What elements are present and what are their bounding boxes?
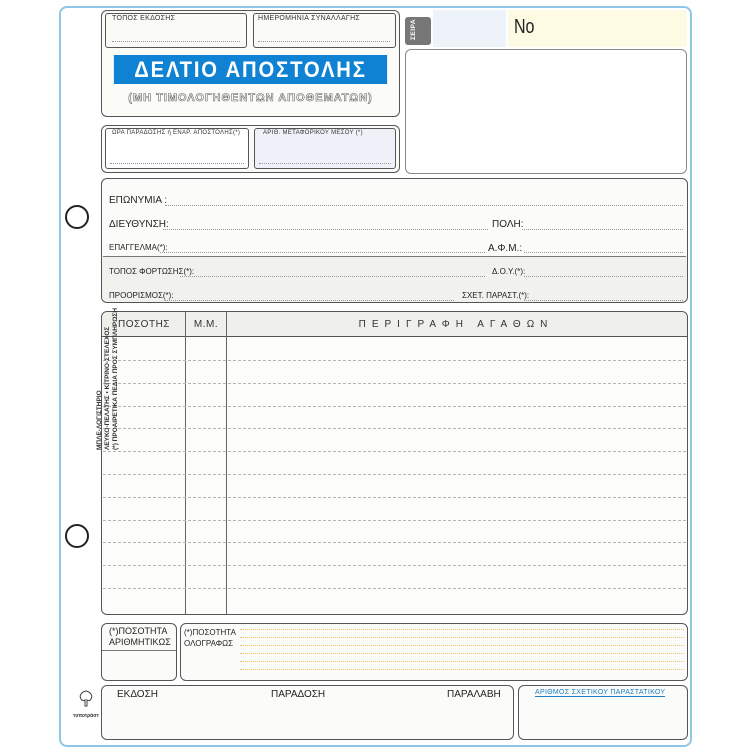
col-unit: Μ.Μ. [193,319,219,330]
destination-line[interactable] [164,300,454,301]
vehicle-number-line [259,163,391,164]
table-row[interactable] [103,474,686,475]
qty-words-line [240,637,684,638]
table-row[interactable] [103,542,686,543]
qty-numeric-divider [102,650,176,651]
tree-icon [78,690,94,708]
table-row[interactable] [103,383,686,384]
stamp-area [405,49,687,174]
col-divider-1 [185,312,186,614]
qty-words-line [240,629,684,630]
city-line[interactable] [522,229,683,230]
vat-number-label: Α.Φ.Μ.: [488,243,523,254]
profession-underline [103,256,686,257]
receipt-signature-label: ΠΑΡΑΛΑΒΗ [447,689,501,700]
loading-place-line[interactable] [180,276,485,277]
qty-words-line [240,653,684,654]
items-table [101,311,688,615]
qty-words-label-2: ΟΛΟΓΡΑΦΩΣ [184,639,234,648]
customer-lower-shade [102,257,687,302]
issue-signature-label: ΕΚΔΟΣΗ [117,689,158,700]
qty-numeric-label-2: ΑΡΙΘΜΗΤΙΚΩΣ [109,637,171,647]
table-row[interactable] [103,360,686,361]
side-note-line-2: ΛΕΥΚΟ-ΠΕΛΑΤΗΣ • ΚΙΤΡΙΝΟ-ΣΤΕΛΕΧΟΣ [104,326,111,450]
delivery-time-label: ΩΡΑ ΠΑΡΑΔΟΣΗΣ ή ΕΝΑΡ. ΑΠΟΣΤΟΛΗΣ(*) [112,130,241,136]
binding-hole-top [65,205,89,229]
loading-place-label: ΤΟΠΟΣ ΦΟΡΤΩΣΗΣ(*): [109,267,195,276]
qty-words-line [240,645,684,646]
document-subtitle: (ΜΗ ΤΙΜΟΛΟΓΗΘΕΝΤΩΝ ΑΠΟΘΕΜΑΤΩΝ) [128,92,373,104]
series-label: ΣΕΙΡΑ [410,18,417,40]
place-of-issue-label: ΤΟΠΟΣ ΕΚΔΟΣΗΣ [112,15,176,22]
brand-name: τυποτράστ [73,713,99,719]
profession-line[interactable] [160,252,485,253]
table-row[interactable] [103,451,686,452]
side-note-line-3: (*) ΠΡΟΑΙΡΕΤΙΚΑ ΠΕΔΙΑ ΠΡΟΣ ΣΥΜΠΛΗΡΩΣΗ [112,307,119,450]
company-name-line[interactable] [165,205,683,206]
place-of-issue-line [112,41,240,42]
qty-words-box[interactable] [180,623,688,681]
col-description: ΠΕΡΙΓΡΑΦΗ ΑΓΑΘΩΝ [358,319,554,330]
related-doc-label: ΣΧΕΤ. ΠΑΡΑΣΤ.(*): [462,291,530,300]
destination-label: ΠΡΟΟΡΙΣΜΟΣ(*): [109,291,174,300]
transaction-date-line [258,41,390,42]
brand-logo [73,690,99,719]
binding-hole-bottom [65,524,89,548]
col-divider-2 [226,312,227,614]
copy-distribution-note [96,308,120,450]
table-row[interactable] [103,565,686,566]
transaction-date-label: ΗΜΕΡΟΜΗΝΙΑ ΣΥΝΑΛΛΑΓΗΣ [258,15,361,22]
qty-words-line [240,661,684,662]
company-name-label: ΕΠΩΝΥΜΙΑ : [109,195,168,206]
vehicle-number-label: ΑΡΙΘ. ΜΕΤΑΦΟΡΙΚΟΥ ΜΕΣΟΥ (*) [263,130,363,136]
delivery-time-line [110,163,244,164]
qty-words-line [240,669,684,670]
side-note-line-1: ΜΠΛΕ-ΛΟΓΙΣΤΗΡΙΟ [96,390,103,450]
related-doc-line[interactable] [524,300,683,301]
tax-office-label: Δ.Ο.Υ.(*): [492,267,526,276]
qty-numeric-label-1: (*)ΠΟΣΟΤΗΤΑ [109,626,168,636]
table-row[interactable] [103,406,686,407]
document-title: ΔΕΛΤΙΟ ΑΠΟΣΤΟΛΗΣ [114,55,387,84]
table-row[interactable] [103,428,686,429]
related-doc-number-label: ΑΡΙΘΜΟΣ ΣΧΕΤΙΚΟΥ ΠΑΡΑΣΤΑΤΙΚΟΥ [535,689,666,696]
address-line[interactable] [163,229,488,230]
number-label: No [514,16,535,38]
profession-label: ΕΠΑΓΓΕΛΜΑ(*): [109,243,168,252]
series-field[interactable] [433,10,506,47]
tax-office-line[interactable] [524,276,683,277]
table-row[interactable] [103,588,686,589]
table-row[interactable] [103,520,686,521]
qty-words-label-1: (*)ΠΟΣΟΤΗΤΑ [184,628,236,637]
number-field[interactable] [508,10,687,47]
table-row[interactable] [103,497,686,498]
col-quantity: ΠΟΣΟΤΗΣ [118,319,170,330]
series-tab [405,17,431,45]
address-label: ΔΙΕΥΘΥΝΣΗ: [109,219,169,230]
vat-number-line[interactable] [524,252,683,253]
delivery-signature-label: ΠΑΡΑΔΟΣΗ [271,689,326,700]
city-label: ΠΟΛΗ: [492,219,524,230]
